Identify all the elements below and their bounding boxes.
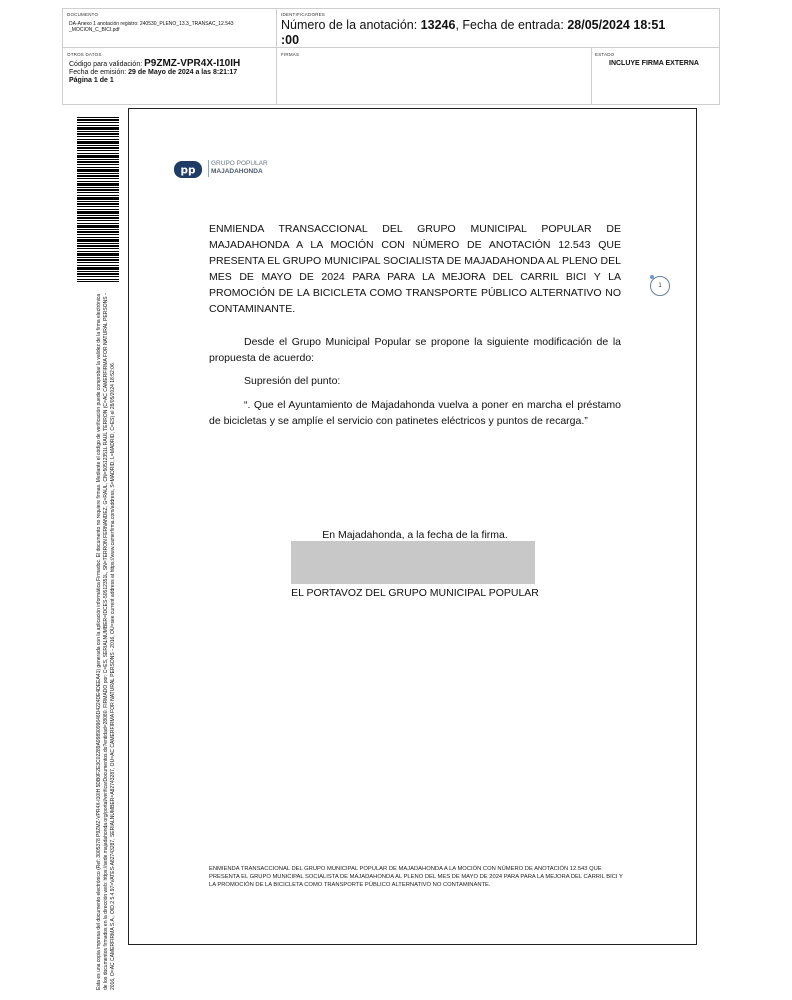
deletion-label: Supresión del punto:	[244, 375, 341, 387]
header-divider	[591, 47, 592, 104]
pp-logo-mark: pp	[180, 164, 196, 177]
status-label: ESTADO	[595, 52, 615, 57]
other-data-label: OTROS DATOS	[67, 52, 102, 57]
quoted-point: “. Que el Ayuntamiento de Majadahonda vuelva a poner en marcha el préstamo de bicicletas y se amplíe el servicio con patinetes eléctricos y puntos de recarga.”	[209, 399, 621, 427]
pp-logo-icon	[174, 161, 202, 178]
logo-wordmark	[211, 160, 268, 176]
document-header	[62, 8, 720, 105]
annotation-number: 13246	[420, 18, 456, 32]
barcode	[77, 117, 119, 282]
header-divider	[276, 9, 277, 104]
comment-marker[interactable]: 1	[650, 276, 670, 296]
entry-time-tail: :00	[281, 33, 300, 47]
logo-brand: GRUPO POPULAR	[211, 160, 268, 167]
validation-info	[69, 60, 274, 85]
intro-paragraph: Desde el Grupo Municipal Popular se propone la siguiente modificación de la propuesta de acuerdo:	[209, 336, 621, 364]
document-page	[128, 108, 697, 945]
footer-note: ENMIENDA TRANSACCIONAL DEL GRUPO MUNICIPAL POPULAR DE MAJADAHONDA A LA MOCIÓN CON NÚMERO DE ANOTACIÓN 12.543 QUE PRESENTA EL GRUPO MUNICIPAL SOCIALISTA DE MAJADAHONDA AL PLENO DEL MES DE MAYO DE 2024 PARA PARA LA MEJORA DEL CARRIL BICI Y LA PROMOCIÓN DE LA BICICLETA COMO TRANSPORTE PÚBLICO ALTERNATIVO NO CONTAMINANTE.	[209, 866, 623, 888]
comment-indicator-icon	[650, 275, 654, 279]
page-info: Página 1 de 1	[69, 77, 114, 84]
validation-prefix: Código para validación:	[69, 61, 145, 68]
logo-city: MAJADAHONDA	[211, 168, 263, 175]
signatory: EL PORTAVOZ DEL GRUPO MUNICIPAL POPULAR	[291, 587, 539, 599]
signature-redaction	[291, 541, 535, 584]
verification-sidebar-text: Esta es una copia impresa del documento electrónico (Ref: 3005378 P9ZMZ-VPR4X-I10IH 5DB0F2E3C02289A9989099646D4224DE4DEEA41) generada con la aplicación informática Firmadoc. El documento no requiere firmas. Mediante el código de verificación puede comprobar la validez de la firma electrónica de los documentos firmados en la dirección web: https://sede.majadahonda.org/portal/verificarDocumentos.do?entidad=28080. FIRMADO por: C=ES, SERIALNUMBER=IDCES-50512351L, SN=TERRON FERNANDEZ, G=RAUL, CN=50512351L RAUL TERRON (C=AC CAMERFIRMA FOR NATURAL PERSONS - 2016, O=AC CAMERFIRMA S.A., OID.2.5.4.97=VATES-A82743287, SERIALNUMBER=A82743287, OU=AC CAMERFIRMA FOR NATURAL PERSONS - 2016, OU=see current address at https://www.camerfirma.com/address, S=MADRID, L=MADRID, C=ES) el 28/05/2024 18:52:06.	[96, 293, 116, 990]
document-label: DOCUMENTO	[67, 12, 99, 17]
place-date: En Majadahonda, a la fecha de la firma.	[322, 529, 508, 541]
logo-divider	[208, 160, 209, 177]
annotation-prefix: Número de la anotación:	[281, 18, 421, 32]
document-title: ENMIENDA TRANSACCIONAL DEL GRUPO MUNICIPAL POPULAR DE MAJADAHONDA A LA MOCIÓN CON NÚMERO DE ANOTACIÓN 12.543 QUE PRESENTA EL GRUPO MUNICIPAL SOCIALISTA DE MAJADAHONDA AL PLENO DEL MES DE MAYO DE 2024 PARA PARA LA MEJORA DEL CARRIL BICI Y LA PROMOCIÓN DE LA BICICLETA COMO TRANSPORTE PÚBLICO ALTERNATIVO NO CONTAMINANTE.	[209, 223, 621, 315]
document-name: DA-Anexo 1 anotación registro: 240530_PLENO_13.3_TRANSAC_12.543 _MOCION_C_BICI.pdf	[69, 21, 234, 33]
signatures-label: FIRMAS	[281, 52, 300, 57]
validation-code: P9ZMZ-VPR4X-I10IH	[144, 58, 241, 69]
entry-date: 28/05/2024 18:51	[567, 18, 666, 32]
identifiers-label: IDENTIFICADORES	[281, 12, 326, 17]
entry-date-prefix: , Fecha de entrada:	[455, 18, 568, 32]
status-value: INCLUYE FIRMA EXTERNA	[609, 60, 699, 67]
emission-prefix: Fecha de emisión:	[69, 69, 129, 76]
emission-date: 29 de Mayo de 2024 a las 8:21:17	[128, 69, 238, 76]
annotation-identifier	[281, 18, 711, 48]
